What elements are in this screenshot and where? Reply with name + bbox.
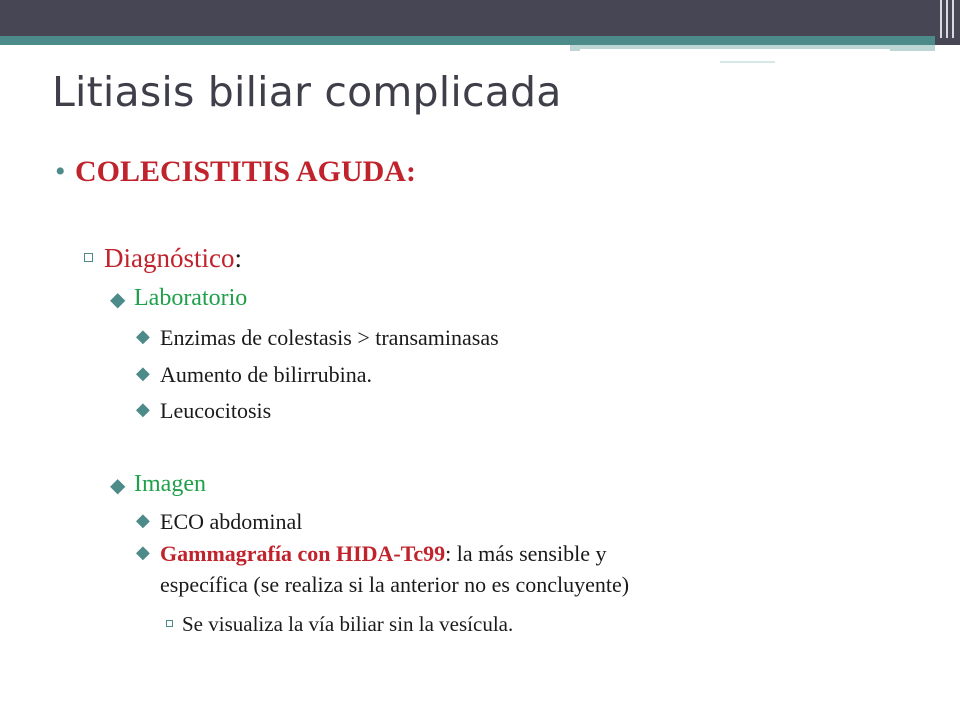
bullet-diamond-icon: ◆: [136, 510, 150, 530]
subsection-label: Laboratorio: [134, 285, 248, 311]
section-colon: :: [234, 243, 242, 273]
bullet-diamond-icon: ◆: [136, 363, 150, 383]
bullet-square-icon: [166, 620, 173, 627]
list-item-text: Aumento de bilirrubina.: [160, 362, 373, 387]
section-text: [104, 243, 242, 274]
bullet-diamond-icon: ◆: [136, 326, 150, 346]
bullet-dot-icon: •: [55, 155, 66, 188]
heading-text: COLECISTITIS AGUDA:: [75, 155, 416, 188]
section-label: Diagnóstico: [104, 243, 235, 273]
bullet-diamond-icon: ◆: [110, 289, 126, 311]
list-item-text: [160, 541, 606, 567]
header-accent-line-2: [720, 61, 775, 63]
bullet-diamond-icon: ◆: [110, 475, 126, 497]
list-item-text: Enzimas de colestasis > transaminasas: [160, 325, 499, 350]
list-item-text: ECO abdominal: [160, 509, 303, 534]
gammagrafia-highlight: Gammagrafía con HIDA-Tc99: [160, 541, 446, 566]
bullet-square-icon: [84, 253, 93, 262]
sub-list-item-text: Se visualiza la vía biliar sin la vesícula.: [182, 612, 514, 636]
subsection-label: Imagen: [134, 471, 206, 497]
list-item-continuation: específica (se realiza si la anterior no es concluyente): [160, 572, 630, 597]
bullet-diamond-icon: ◆: [136, 542, 150, 562]
header-band-teal: [0, 36, 935, 45]
header-divider-2: [946, 0, 948, 38]
header-divider-3: [952, 0, 954, 38]
bullet-diamond-icon: ◆: [136, 399, 150, 419]
header-divider-1: [940, 0, 942, 38]
slide-title: Litiasis biliar complicada: [52, 68, 562, 116]
list-item-text: Leucocitosis: [160, 398, 272, 423]
gammagrafia-rest: : la más sensible y: [445, 541, 607, 566]
header-band-dark: [0, 0, 960, 36]
header-accent-line: [580, 49, 890, 51]
